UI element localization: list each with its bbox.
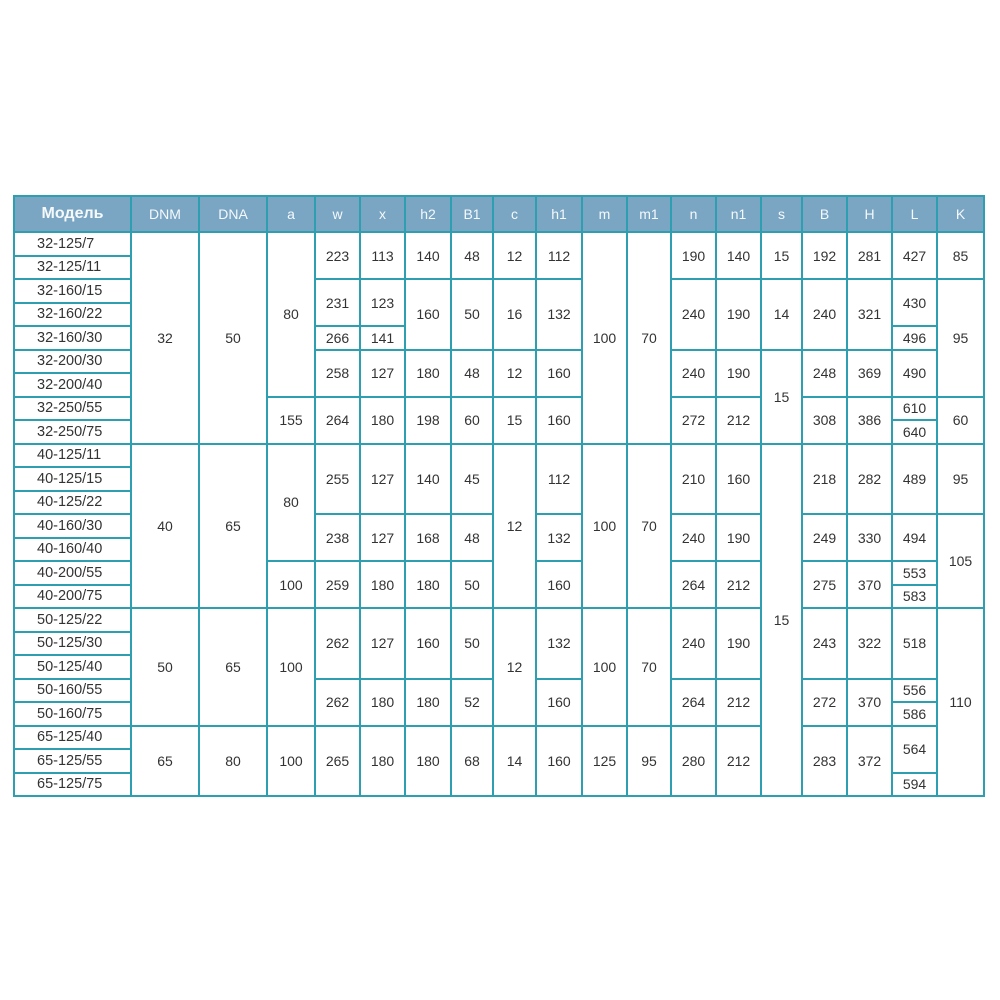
h1-cell: 160 [536, 350, 582, 397]
column-header-b: B [802, 196, 847, 232]
b-cell: 248 [802, 350, 847, 397]
b1-cell: 50 [451, 561, 493, 608]
l-cell: 640 [892, 420, 937, 444]
h2-cell: 160 [405, 279, 451, 350]
l-cell: 586 [892, 702, 937, 726]
h1-cell: 160 [536, 679, 582, 726]
h2-cell: 140 [405, 444, 451, 515]
c-cell: 12 [493, 444, 536, 609]
c-cell: 14 [493, 726, 536, 797]
m1-cell: 70 [627, 608, 671, 726]
l-cell: 553 [892, 561, 937, 585]
h-cell: 282 [847, 444, 892, 515]
x-cell: 123 [360, 279, 405, 326]
x-cell: 127 [360, 514, 405, 561]
s-cell: 15 [761, 444, 802, 797]
h-cell: 281 [847, 232, 892, 279]
l-cell: 556 [892, 679, 937, 703]
table-row [14, 232, 984, 256]
n1-cell: 212 [716, 397, 761, 444]
h1-cell: 160 [536, 726, 582, 797]
x-cell: 127 [360, 608, 405, 679]
l-cell: 489 [892, 444, 937, 515]
a-cell: 155 [267, 397, 315, 444]
w-cell: 259 [315, 561, 360, 608]
h-cell: 321 [847, 279, 892, 350]
a-cell: 80 [267, 232, 315, 397]
h-cell: 370 [847, 679, 892, 726]
n1-cell: 212 [716, 726, 761, 797]
x-cell: 141 [360, 326, 405, 350]
h1-cell: 112 [536, 444, 582, 515]
model-cell: 65-125/55 [14, 749, 131, 773]
n-cell: 272 [671, 397, 716, 444]
model-cell: 40-125/11 [14, 444, 131, 468]
model-cell: 65-125/40 [14, 726, 131, 750]
b1-cell: 68 [451, 726, 493, 797]
dna-cell: 50 [199, 232, 267, 444]
x-cell: 127 [360, 350, 405, 397]
table-row [14, 444, 984, 468]
n1-cell: 190 [716, 350, 761, 397]
model-cell: 32-200/30 [14, 350, 131, 374]
w-cell: 266 [315, 326, 360, 350]
k-cell: 95 [937, 444, 984, 515]
dnm-cell: 40 [131, 444, 199, 609]
model-cell: 32-160/22 [14, 303, 131, 327]
w-cell: 262 [315, 608, 360, 679]
column-header-n: n [671, 196, 716, 232]
n-cell: 240 [671, 279, 716, 350]
c-cell: 16 [493, 279, 536, 350]
k-cell: 110 [937, 608, 984, 796]
b1-cell: 45 [451, 444, 493, 515]
h2-cell: 180 [405, 561, 451, 608]
h2-cell: 168 [405, 514, 451, 561]
l-cell: 496 [892, 326, 937, 350]
table-row [14, 726, 984, 750]
b1-cell: 52 [451, 679, 493, 726]
x-cell: 180 [360, 726, 405, 797]
l-cell: 427 [892, 232, 937, 279]
l-cell: 518 [892, 608, 937, 679]
m-cell: 100 [582, 444, 627, 609]
k-cell: 60 [937, 397, 984, 444]
column-header-c: c [493, 196, 536, 232]
l-cell: 610 [892, 397, 937, 421]
l-cell: 494 [892, 514, 937, 561]
h1-cell: 160 [536, 561, 582, 608]
pump-dimensions-table-wrap [13, 195, 985, 797]
w-cell: 223 [315, 232, 360, 279]
w-cell: 231 [315, 279, 360, 326]
b-cell: 240 [802, 279, 847, 350]
n-cell: 210 [671, 444, 716, 515]
h-cell: 369 [847, 350, 892, 397]
model-cell: 65-125/75 [14, 773, 131, 797]
b-cell: 243 [802, 608, 847, 679]
x-cell: 113 [360, 232, 405, 279]
table-row [14, 608, 984, 632]
b-cell: 249 [802, 514, 847, 561]
w-cell: 265 [315, 726, 360, 797]
column-header-m1: m1 [627, 196, 671, 232]
b1-cell: 50 [451, 608, 493, 679]
c-cell: 12 [493, 350, 536, 397]
k-cell: 95 [937, 279, 984, 397]
m1-cell: 70 [627, 444, 671, 609]
b-cell: 275 [802, 561, 847, 608]
model-cell: 32-250/55 [14, 397, 131, 421]
column-header-m: m [582, 196, 627, 232]
h-cell: 370 [847, 561, 892, 608]
h2-cell: 180 [405, 350, 451, 397]
b1-cell: 60 [451, 397, 493, 444]
b-cell: 192 [802, 232, 847, 279]
dna-cell: 65 [199, 444, 267, 609]
k-cell: 105 [937, 514, 984, 608]
pump-dimensions-table [13, 195, 985, 797]
dnm-cell: 50 [131, 608, 199, 726]
n1-cell: 190 [716, 279, 761, 350]
model-cell: 40-160/30 [14, 514, 131, 538]
b-cell: 308 [802, 397, 847, 444]
s-cell: 15 [761, 350, 802, 444]
n1-cell: 140 [716, 232, 761, 279]
n-cell: 190 [671, 232, 716, 279]
h2-cell: 198 [405, 397, 451, 444]
h1-cell: 132 [536, 279, 582, 350]
model-cell: 50-160/75 [14, 702, 131, 726]
h1-cell: 132 [536, 608, 582, 679]
n-cell: 240 [671, 608, 716, 679]
w-cell: 255 [315, 444, 360, 515]
l-cell: 594 [892, 773, 937, 797]
k-cell: 85 [937, 232, 984, 279]
model-cell: 40-125/22 [14, 491, 131, 515]
column-header-w: w [315, 196, 360, 232]
column-header-h1: h1 [536, 196, 582, 232]
h2-cell: 140 [405, 232, 451, 279]
h-cell: 372 [847, 726, 892, 797]
h1-cell: 160 [536, 397, 582, 444]
x-cell: 180 [360, 561, 405, 608]
model-cell: 32-250/75 [14, 420, 131, 444]
m1-cell: 70 [627, 232, 671, 444]
model-cell: 40-200/55 [14, 561, 131, 585]
a-cell: 100 [267, 561, 315, 608]
column-header-a: a [267, 196, 315, 232]
c-cell: 12 [493, 232, 536, 279]
b1-cell: 48 [451, 350, 493, 397]
s-cell: 14 [761, 279, 802, 350]
x-cell: 180 [360, 679, 405, 726]
header-row [14, 196, 984, 232]
h2-cell: 160 [405, 608, 451, 679]
model-cell: 40-125/15 [14, 467, 131, 491]
dna-cell: 65 [199, 608, 267, 726]
column-header-dnm: DNM [131, 196, 199, 232]
model-cell: 50-160/55 [14, 679, 131, 703]
n-cell: 264 [671, 679, 716, 726]
b1-cell: 48 [451, 232, 493, 279]
model-cell: 32-125/11 [14, 256, 131, 280]
c-cell: 15 [493, 397, 536, 444]
column-header-n1: n1 [716, 196, 761, 232]
h2-cell: 180 [405, 726, 451, 797]
h-cell: 386 [847, 397, 892, 444]
n-cell: 240 [671, 514, 716, 561]
n1-cell: 160 [716, 444, 761, 515]
column-header-b1: B1 [451, 196, 493, 232]
model-cell: 40-160/40 [14, 538, 131, 562]
model-cell: 32-160/30 [14, 326, 131, 350]
b1-cell: 48 [451, 514, 493, 561]
model-cell: 40-200/75 [14, 585, 131, 609]
h1-cell: 112 [536, 232, 582, 279]
dnm-cell: 65 [131, 726, 199, 797]
m1-cell: 95 [627, 726, 671, 797]
model-cell: 50-125/40 [14, 655, 131, 679]
n-cell: 240 [671, 350, 716, 397]
a-cell: 80 [267, 444, 315, 562]
n1-cell: 190 [716, 514, 761, 561]
h-cell: 322 [847, 608, 892, 679]
a-cell: 100 [267, 726, 315, 797]
x-cell: 127 [360, 444, 405, 515]
l-cell: 564 [892, 726, 937, 773]
l-cell: 430 [892, 279, 937, 326]
m-cell: 125 [582, 726, 627, 797]
model-cell: 32-125/7 [14, 232, 131, 256]
column-header-k: K [937, 196, 984, 232]
b-cell: 272 [802, 679, 847, 726]
model-cell: 32-200/40 [14, 373, 131, 397]
l-cell: 490 [892, 350, 937, 397]
b-cell: 283 [802, 726, 847, 797]
b-cell: 218 [802, 444, 847, 515]
m-cell: 100 [582, 232, 627, 444]
s-cell: 15 [761, 232, 802, 279]
w-cell: 258 [315, 350, 360, 397]
model-cell: 50-125/22 [14, 608, 131, 632]
w-cell: 238 [315, 514, 360, 561]
x-cell: 180 [360, 397, 405, 444]
column-header-dna: DNA [199, 196, 267, 232]
h-cell: 330 [847, 514, 892, 561]
dna-cell: 80 [199, 726, 267, 797]
h2-cell: 180 [405, 679, 451, 726]
column-header-model: Модель [14, 196, 131, 232]
b1-cell: 50 [451, 279, 493, 350]
w-cell: 262 [315, 679, 360, 726]
a-cell: 100 [267, 608, 315, 726]
column-header-h: H [847, 196, 892, 232]
n-cell: 264 [671, 561, 716, 608]
column-header-x: x [360, 196, 405, 232]
n1-cell: 212 [716, 561, 761, 608]
model-cell: 50-125/30 [14, 632, 131, 656]
n1-cell: 212 [716, 679, 761, 726]
n1-cell: 190 [716, 608, 761, 679]
c-cell: 12 [493, 608, 536, 726]
model-cell: 32-160/15 [14, 279, 131, 303]
column-header-l: L [892, 196, 937, 232]
m-cell: 100 [582, 608, 627, 726]
dnm-cell: 32 [131, 232, 199, 444]
w-cell: 264 [315, 397, 360, 444]
n-cell: 280 [671, 726, 716, 797]
column-header-h2: h2 [405, 196, 451, 232]
column-header-s: s [761, 196, 802, 232]
h1-cell: 132 [536, 514, 582, 561]
l-cell: 583 [892, 585, 937, 609]
